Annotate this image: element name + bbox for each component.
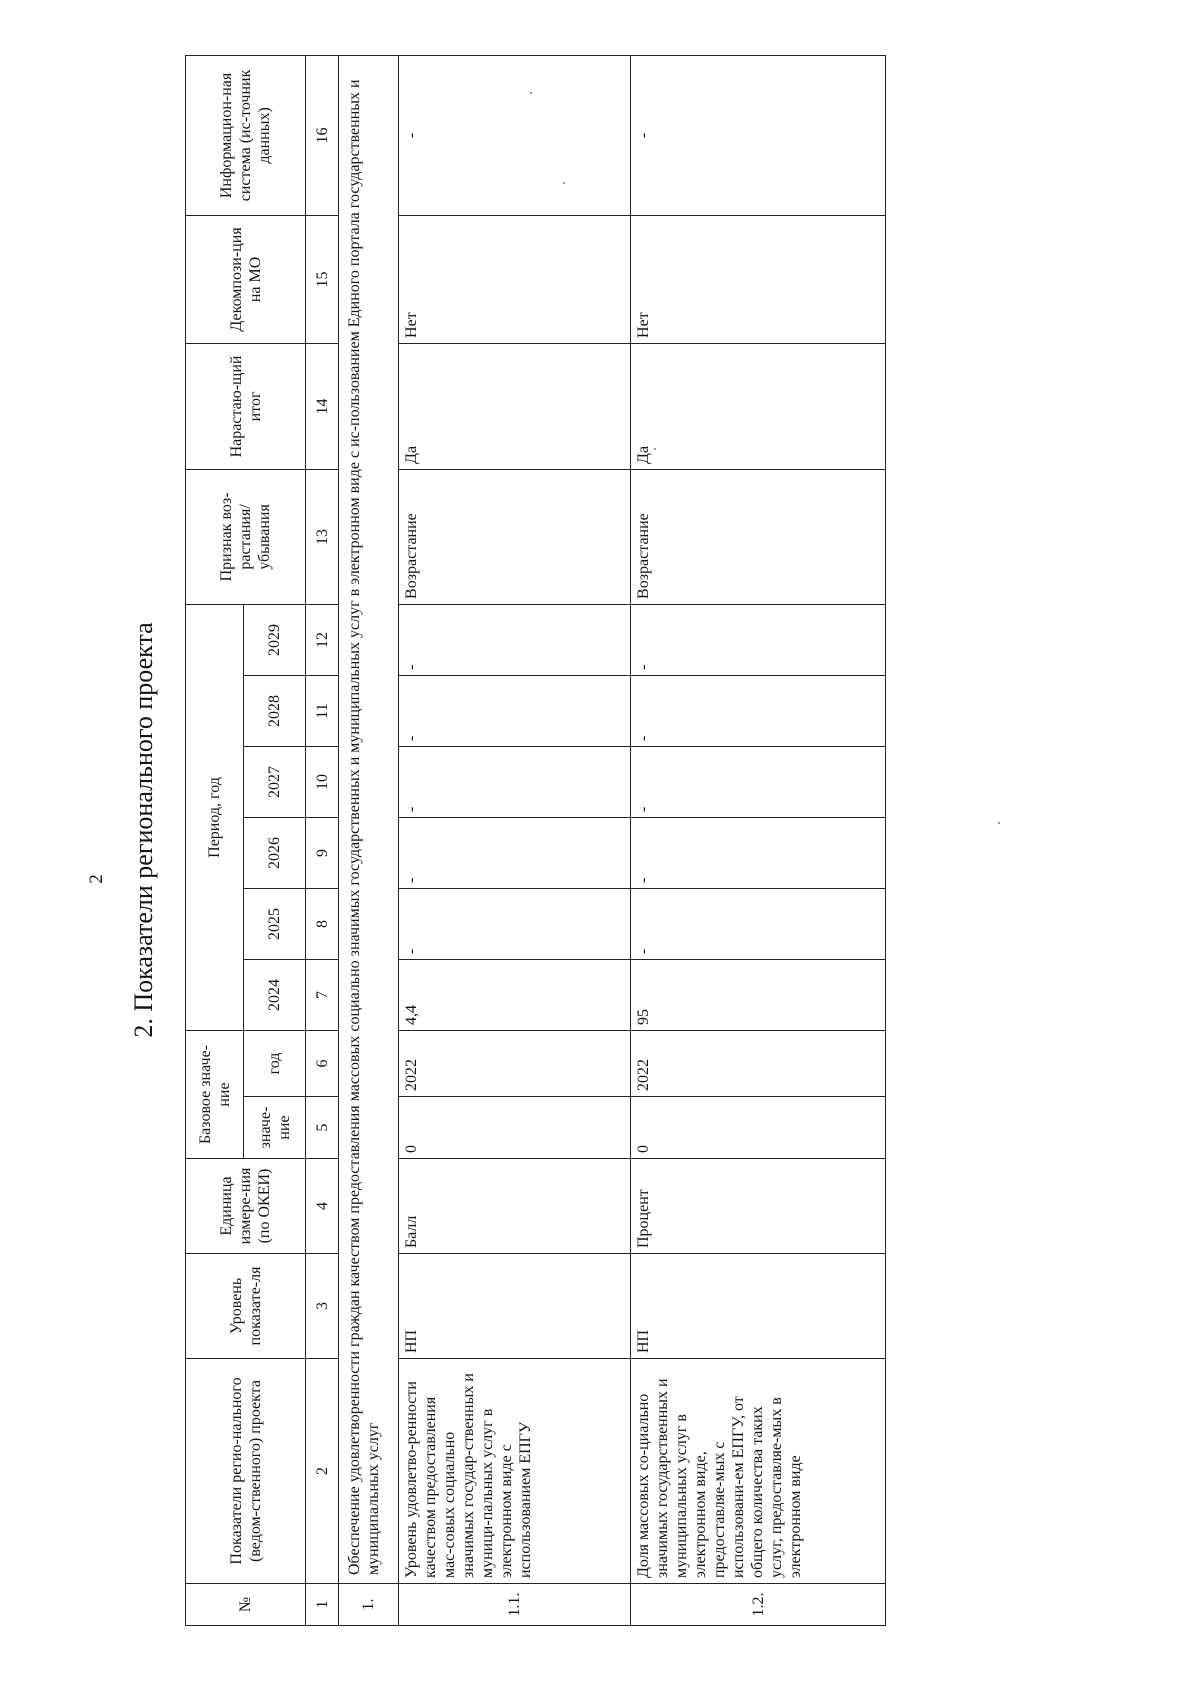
header-unit: Единица измере-ния (по ОКЕИ) [186, 1159, 306, 1254]
column-number: 15 [306, 215, 339, 343]
header-year: 2028 [244, 676, 306, 747]
row-base-year: 2022 [399, 1031, 631, 1097]
row-value: - [399, 604, 631, 675]
header-base-year: год [244, 1031, 306, 1097]
row-value: - [631, 818, 886, 889]
scan-speck [654, 448, 656, 450]
header-year: 2026 [244, 818, 306, 889]
row-value: - [399, 676, 631, 747]
row-cumulative: Да [631, 343, 886, 469]
header-no: № [186, 1584, 306, 1626]
page-title: 2. Показатели регионального проекта [129, 622, 158, 1038]
indicators-table-container [185, 69, 930, 1626]
column-number: 12 [306, 604, 339, 675]
header-level: Уровень показате-ля [186, 1254, 306, 1359]
header-year: 2027 [244, 747, 306, 818]
indicators-table [185, 55, 886, 1626]
section-row [339, 55, 399, 1625]
row-decomposition: Нет [399, 215, 631, 343]
header-year: 2025 [244, 889, 306, 960]
column-number: 13 [306, 469, 339, 604]
header-base-value: значе-ние [244, 1097, 306, 1159]
row-infosystem: - [399, 55, 631, 215]
row-value: - [631, 676, 886, 747]
section-number: 1. [339, 1584, 399, 1626]
row-base-value: 0 [631, 1097, 886, 1159]
row-number: 1.1. [399, 1584, 631, 1626]
column-number: 4 [306, 1159, 339, 1254]
scan-speck [998, 822, 1000, 824]
column-number: 14 [306, 343, 339, 469]
row-indicator: Уровень удовлетво-ренности качеством предоставления мас-совых социально значимых государ-ственных и муници-пальных услуг в электронном виде с использованием ЕПГУ [399, 1359, 631, 1584]
scan-speck [563, 182, 565, 184]
column-number: 11 [306, 676, 339, 747]
table-row [399, 55, 631, 1625]
row-value: - [631, 747, 886, 818]
header-year: 2029 [244, 604, 306, 675]
row-level: НП [399, 1254, 631, 1359]
title-container [120, 570, 168, 1090]
row-indicator: Доля массовых со-циально значимых государственных и муниципальных услуг в электронном виде, предоставляе-мых с использовани-ем ЕПГУ, от общего количества таких услуг, предоставляе-мых в электронном виде [631, 1359, 886, 1584]
row-value: - [399, 889, 631, 960]
header-base: Базовое значе-ние [186, 1031, 244, 1159]
row-value: - [631, 604, 886, 675]
row-base-year: 2022 [631, 1031, 886, 1097]
column-number: 8 [306, 889, 339, 960]
column-number: 2 [306, 1359, 339, 1584]
header-period: Период, год [186, 604, 244, 1030]
column-number: 10 [306, 747, 339, 818]
section-title: Обеспечение удовлетворенности граждан качеством предоставления массовых социально значимых государственных и муниципальных услуг в электронном виде с ис-пользованием Единого портала государственных и муниципальных услуг [339, 55, 399, 1583]
row-decomposition: Нет [631, 215, 886, 343]
table-row [631, 55, 886, 1625]
row-value: - [399, 818, 631, 889]
column-number: 6 [306, 1031, 339, 1097]
column-number: 5 [306, 1097, 339, 1159]
row-base-value: 0 [399, 1097, 631, 1159]
row-unit: Процент [631, 1159, 886, 1254]
column-number: 3 [306, 1254, 339, 1359]
header-decomposition: Декомпози-ция на МО [186, 215, 306, 343]
row-value: 95 [631, 960, 886, 1031]
row-infosystem: - [631, 55, 886, 215]
header-infosystem: Информацион-ная система (ис-точник данных) [186, 55, 306, 215]
row-sign: Возрастание [399, 469, 631, 604]
header-sign: Признак воз-растания/ убывания [186, 469, 306, 604]
header-indicator: Показатели регио-нального (ведом-ственного) проекта [186, 1359, 306, 1584]
row-level: НП [631, 1254, 886, 1359]
row-value: 4,4 [399, 960, 631, 1031]
scan-speck [530, 92, 532, 94]
page-number: 2 [86, 874, 107, 884]
row-value: - [399, 747, 631, 818]
column-number: 7 [306, 960, 339, 1031]
column-numbers-row [306, 55, 339, 1625]
column-number: 16 [306, 55, 339, 215]
header-cumulative: Нарастаю-щий итог [186, 343, 306, 469]
row-number: 1.2. [631, 1584, 886, 1626]
column-number: 9 [306, 818, 339, 889]
row-unit: Балл [399, 1159, 631, 1254]
row-cumulative: Да [399, 343, 631, 469]
row-sign: Возрастание [631, 469, 886, 604]
row-value: - [631, 889, 886, 960]
header-year: 2024 [244, 960, 306, 1031]
column-number: 1 [306, 1584, 339, 1626]
